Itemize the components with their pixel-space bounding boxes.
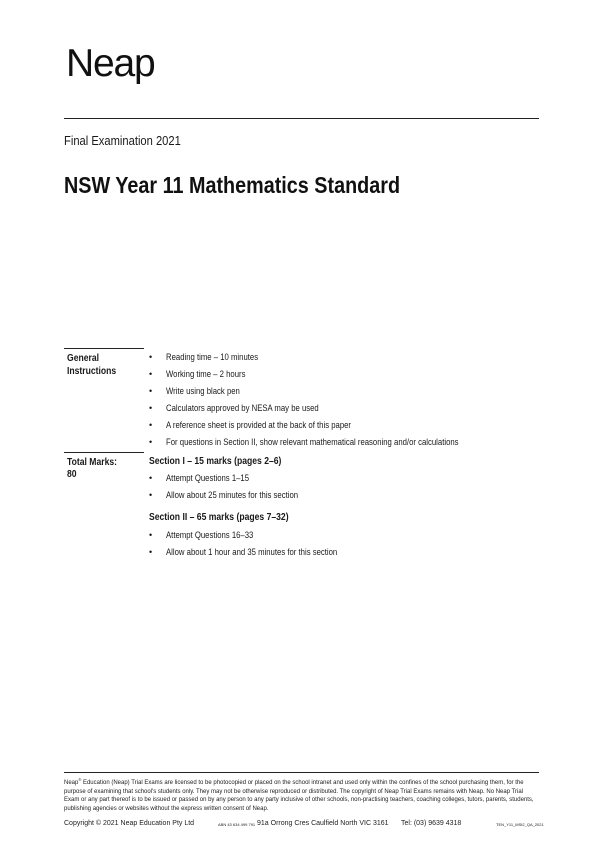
bullet-icon: • bbox=[149, 437, 153, 447]
bullet-icon: • bbox=[149, 473, 153, 483]
total-marks-rule bbox=[64, 452, 144, 453]
neap-logo: Neap bbox=[66, 42, 155, 85]
exam-subtitle: Final Examination 2021 bbox=[64, 133, 181, 148]
bullet-icon: • bbox=[149, 369, 153, 379]
instruction-item: • Reading time – 10 minutes bbox=[149, 352, 259, 362]
copyright-notice: Neap® Education (Neap) Trial Exams are licensed to be photocopied or placed on the school intranet and used only within the confines of the school purchasing them, for the purpose of examining that school's students only. They may not be otherwise reproduced or distributed. The copyright of Neap Trial Exams remains with Neap. No Neap Trial Exam or any part thereof is to be issued or passed on by any person to any party inclusive of other schools, non-practising teachers, coaching colleges, tutors, parents, students, publishing agencies or websites without the express written consent of Neap. bbox=[64, 777, 534, 812]
footer-code: TEN_Y11_MSt2_QA_2021 bbox=[496, 822, 544, 827]
footer-abn: ABN 43 634 499 791 bbox=[218, 822, 256, 827]
bullet-icon: • bbox=[149, 352, 153, 362]
instruction-item: • For questions in Section II, show relevant mathematical reasoning and/or calculations bbox=[149, 437, 459, 447]
section-item: • Attempt Questions 16–33 bbox=[149, 530, 254, 540]
header-divider bbox=[64, 118, 539, 119]
instruction-item: • A reference sheet is provided at the back of this paper bbox=[149, 420, 352, 430]
bullet-icon: • bbox=[149, 420, 153, 430]
total-marks-heading: Total Marks: bbox=[67, 457, 118, 468]
exam-title: NSW Year 11 Mathematics Standard bbox=[64, 172, 401, 198]
instruction-item: • Write using black pen bbox=[149, 386, 240, 396]
instruction-item: • Working time – 2 hours bbox=[149, 369, 246, 379]
bullet-icon: • bbox=[149, 547, 153, 557]
footer-address: 91a Orrong Cres Caulfield North VIC 3161 bbox=[257, 820, 389, 827]
section-two-heading: Section II – 65 marks (pages 7–32) bbox=[149, 512, 289, 523]
section-item: • Allow about 25 minutes for this section bbox=[149, 490, 299, 500]
total-marks-value: 80 bbox=[67, 469, 77, 480]
bullet-icon: • bbox=[149, 403, 153, 413]
footer-copyright: Copyright © 2021 Neap Education Pty Ltd bbox=[64, 820, 195, 827]
bullet-icon: • bbox=[149, 530, 153, 540]
general-instructions-rule bbox=[64, 348, 144, 349]
instruction-item: • Calculators approved by NESA may be used bbox=[149, 403, 319, 413]
footer-divider bbox=[64, 772, 539, 773]
section-one-heading: Section I – 15 marks (pages 2–6) bbox=[149, 456, 282, 467]
section-item: • Allow about 1 hour and 35 minutes for this section bbox=[149, 547, 338, 557]
section-item: • Attempt Questions 1–15 bbox=[149, 473, 250, 483]
bullet-icon: • bbox=[149, 490, 153, 500]
general-instructions-heading: General Instructions bbox=[67, 353, 117, 377]
footer-phone: Tel: (03) 9639 4318 bbox=[401, 820, 462, 827]
bullet-icon: • bbox=[149, 386, 153, 396]
